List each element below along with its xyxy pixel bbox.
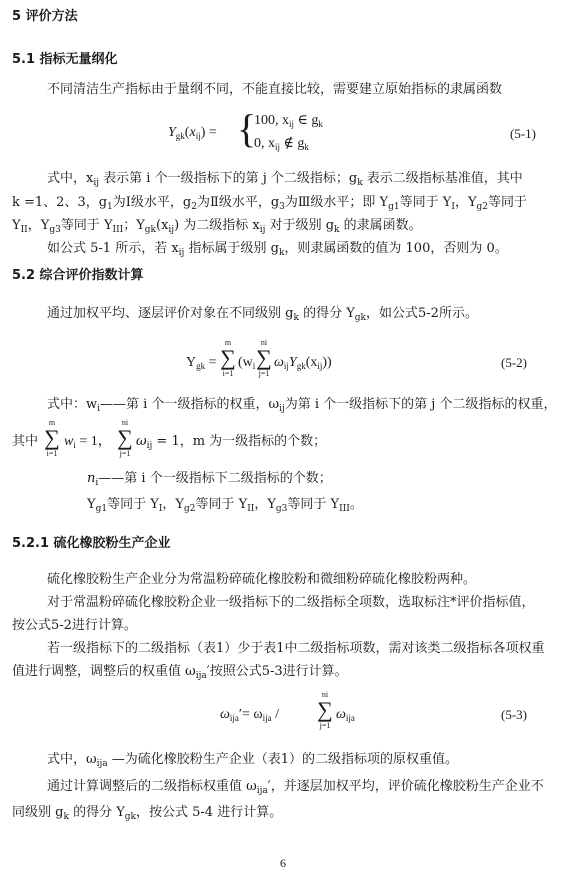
subsection-heading-5-1: 5.1 指标无量纲化 — [12, 52, 118, 67]
sum-sign-5-3: ni ∑ j=1 — [317, 690, 333, 730]
sum-sign-i: m ∑ i=1 — [220, 338, 236, 378]
paragraph-5-2-1-p7: 通过计算调整后的二级指标权重值 $\omega_{ija}'$，并逐层加权平均，评价硫化橡胶粉生产企业不 — [47, 779, 544, 796]
formula-5-1-lhs: $Y_{gk}(x_{ij})$ = — [168, 125, 217, 141]
formula-5-2-body: $\omega_{ij}Y_{gk}(x_{ij})$) — [274, 355, 332, 371]
sum-sign-omega: ni ∑ j=1 — [117, 418, 133, 458]
paragraph-5-1-where-2: k =1、2、3，$g_1$为Ⅰ级水平，$g_2$为Ⅱ级水平，$g_3$为Ⅲ级水平；即 $Y_{g1}$等同于 $Y_I$，$Y_{g2}$等同于 — [12, 195, 528, 212]
paragraph-5-2-1-p1: 硫化橡胶粉生产企业分为常温粉碎硫化橡胶粉和微细粉碎硫化橡胶粉两种。 — [47, 572, 477, 587]
paragraph-5-2-intro: 通过加权平均、逐层评价对象在不同级别 $g_k$ 的得分 $Y_{gk}$，如公式5-2所示。 — [47, 306, 478, 323]
where-2-omega: $\omega_{ij} = 1$，m 为一级指标的个数； — [136, 434, 327, 451]
paragraph-5-1-intro: 不同清洁生产指标由于量纲不同，不能直接比较，需要建立原始指标的隶属函数 — [47, 82, 503, 97]
equation-number-5-3: (5-3) — [501, 707, 527, 722]
formula-5-3-lhs: $\omega_{ija}'= \omega_{ija}$ / — [220, 707, 279, 723]
paragraph-5-2-1-p3: 按公式5-2进行计算。 — [12, 618, 137, 633]
paragraph-5-2-where-1: 式中：$w_i——$第 i 个一级指标的权重，$\omega_{ij}$为第 i 个一级指标下的第 j 个二级指标的权重， — [47, 397, 557, 414]
paragraph-5-1-example: 如公式 5-1 所示，若 $x_{ij}$ 指标属于级别 $g_k$，则隶属函数的值为 100，否则为 0。 — [47, 241, 508, 258]
equation-number-5-2: (5-2) — [501, 355, 527, 370]
paragraph-5-2-1-p4: 若一级指标下的二级指标（表1）少于表1中二级指标项数，需对该类二级指标各项权重 — [47, 641, 545, 656]
paragraph-5-1-where-3: $Y_{II}$，$Y_{g3}$等同于 $Y_{III}$；$Y_{gk}(x_{ij})$ 为二级指标 $x_{ij}$ 对于级别 $g_k$ 的隶属函数。 — [12, 218, 422, 235]
page-number: 6 — [280, 856, 286, 870]
sum-sign-j: ni ∑ j=1 — [256, 338, 272, 378]
paragraph-5-2-where-3: $n_i——$第 i 个一级指标下二级指标的个数； — [87, 471, 332, 488]
subsection-heading-5-2: 5.2 综合评价指数计算 — [12, 268, 144, 283]
paragraph-5-2-where-4: $Y_{g1}$等同于 $Y_I$，$Y_{g2}$等同于 $Y_{II}$，$Y_{g3}$等同于 $Y_{III}$。 — [87, 497, 363, 514]
paragraph-5-2-1-p8: 同级别 $g_k$ 的得分 $Y_{gk}$，按公式 5-4 进行计算。 — [12, 805, 283, 822]
paragraph-5-2-1-p6: 式中，$\omega_{ija}$ —为硫化橡胶粉生产企业（表1）的二级指标项的原权重值。 — [47, 752, 459, 769]
paragraph-5-2-1-p5: 值进行调整，调整后的权重值 $\omega_{ija}'$按照公式5-3进行计算。 — [12, 664, 348, 681]
where-2-lead: 其中 — [12, 434, 39, 449]
equation-number-5-1: (5-1) — [510, 126, 536, 141]
formula-5-2-term: ($w_i$ — [238, 355, 256, 371]
formula-5-3-rhs: $\omega_{ija}$ — [336, 707, 355, 723]
where-2-w: $w_i = 1$， — [64, 434, 112, 450]
sum-sign-w: m ∑ i=1 — [44, 418, 60, 458]
formula-5-2-lhs: $Y_{gk}$ = — [186, 355, 217, 371]
paragraph-5-2-1-p2: 对于常温粉碎硫化橡胶粉企业一级指标下的二级指标全项数，选取标注*评价指标值， — [47, 595, 535, 610]
section-heading: 5 评价方法 — [12, 9, 78, 24]
formula-5-1-case1: 100, $x_{ij}$ ∈ $g_k$ — [254, 113, 323, 129]
subsection-heading-5-2-1: 5.2.1 硫化橡胶粉生产企业 — [12, 536, 171, 551]
paragraph-5-1-where-1: 式中，$x_{ij}$ 表示第 i 个一级指标下的第 j 个二级指标；$g_k$ 表示二级指标基准值，其中 — [47, 171, 523, 188]
formula-5-1-case2: 0, $x_{ij}$ ∉ $g_k$ — [254, 136, 309, 152]
formula-brace: { — [237, 106, 257, 151]
